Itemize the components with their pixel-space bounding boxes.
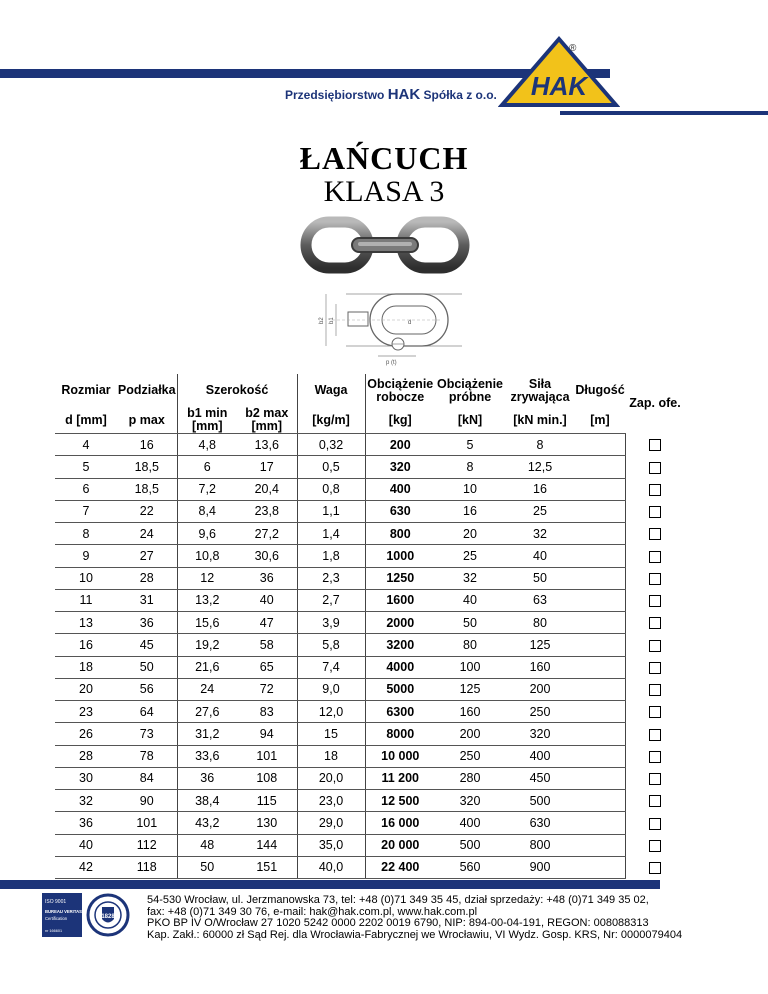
table-cell <box>575 745 625 767</box>
table-cell: 9,6 <box>177 523 237 545</box>
table-cell: 23 <box>55 701 117 723</box>
table-cell: 144 <box>237 834 297 856</box>
table-row <box>55 567 685 589</box>
table-cell: 22 <box>117 500 177 522</box>
table-row <box>55 701 685 723</box>
order-cell <box>625 856 685 878</box>
table-cell: 16 <box>55 634 117 656</box>
table-cell: 800 <box>505 834 575 856</box>
table-cell: 29,0 <box>297 812 365 834</box>
order-checkbox[interactable] <box>649 662 661 674</box>
table-cell <box>575 634 625 656</box>
table-cell: 2,7 <box>297 589 365 611</box>
order-cell <box>625 456 685 478</box>
table-cell: 50 <box>117 656 177 678</box>
table-cell: 8,4 <box>177 500 237 522</box>
order-checkbox[interactable] <box>649 729 661 741</box>
table-cell: 36 <box>117 612 177 634</box>
order-checkbox[interactable] <box>649 684 661 696</box>
order-checkbox[interactable] <box>649 528 661 540</box>
table-cell: 33,6 <box>177 745 237 767</box>
diagram-label-p: p (t) <box>386 360 397 366</box>
table-cell: 160 <box>435 701 505 723</box>
order-cell <box>625 834 685 856</box>
order-checkbox[interactable] <box>649 795 661 807</box>
company-brand: HAK <box>387 86 421 103</box>
table-cell: 8 <box>505 434 575 456</box>
table-cell: 630 <box>505 812 575 834</box>
svg-text:1828: 1828 <box>101 914 115 920</box>
col-header: [kN min.] <box>505 407 575 434</box>
table-cell <box>575 678 625 700</box>
table-cell: 4000 <box>365 656 435 678</box>
table-cell: 40 <box>505 545 575 567</box>
order-checkbox[interactable] <box>649 706 661 718</box>
table-cell: 10 <box>435 478 505 500</box>
table-cell: 101 <box>237 745 297 767</box>
table-cell: 400 <box>505 745 575 767</box>
table-cell: 200 <box>505 678 575 700</box>
table-cell <box>575 790 625 812</box>
bureau-veritas-certificate <box>42 893 138 937</box>
col-header: b1 min [mm] <box>177 407 237 434</box>
col-header: b2 max [mm] <box>237 407 297 434</box>
page-title: ŁAŃCUCH <box>299 140 469 176</box>
order-cell <box>625 723 685 745</box>
table-cell: 16 000 <box>365 812 435 834</box>
order-cell <box>625 500 685 522</box>
table-cell: 1000 <box>365 545 435 567</box>
address-line: PKO BP IV O/Wrocław 27 1020 5242 0000 2202 0019 6790, NIP: 894-00-04-191, REGON: 008088313 <box>147 917 649 930</box>
table-cell: 151 <box>237 856 297 878</box>
order-cell <box>625 678 685 700</box>
table-cell <box>575 523 625 545</box>
table-cell: 10 <box>55 567 117 589</box>
table-cell: 3200 <box>365 634 435 656</box>
table-cell: 9 <box>55 545 117 567</box>
table-cell: 28 <box>55 745 117 767</box>
table-cell: 5,8 <box>297 634 365 656</box>
table-row <box>55 478 685 500</box>
table-cell: 108 <box>237 767 297 789</box>
table-cell: 23,0 <box>297 790 365 812</box>
table-cell <box>575 434 625 456</box>
company-prefix: Przedsiębiorstwo <box>285 88 385 102</box>
table-row <box>55 523 685 545</box>
table-cell: 10,8 <box>177 545 237 567</box>
order-cell <box>625 634 685 656</box>
table-cell: 27 <box>117 545 177 567</box>
table-cell: 43,2 <box>177 812 237 834</box>
table-cell <box>575 767 625 789</box>
order-cell <box>625 545 685 567</box>
registered-mark: ® <box>569 43 577 54</box>
table-cell: 13,6 <box>237 434 297 456</box>
table-row <box>55 634 685 656</box>
table-cell: 47 <box>237 612 297 634</box>
table-cell: 16 <box>505 478 575 500</box>
table-cell: 450 <box>505 767 575 789</box>
table-cell: 8000 <box>365 723 435 745</box>
table-cell: 50 <box>177 856 237 878</box>
table-cell: 50 <box>505 567 575 589</box>
table-cell: 5 <box>435 434 505 456</box>
order-checkbox[interactable] <box>649 640 661 652</box>
table-cell <box>575 834 625 856</box>
table-cell: 73 <box>117 723 177 745</box>
order-cell <box>625 567 685 589</box>
table-cell: 1600 <box>365 589 435 611</box>
table-cell: 17 <box>237 456 297 478</box>
table-cell: 7,2 <box>177 478 237 500</box>
order-cell <box>625 656 685 678</box>
table-cell: 7,4 <box>297 656 365 678</box>
table-cell: 15,6 <box>177 612 237 634</box>
dimension-diagram <box>312 288 462 372</box>
table-cell: 11 200 <box>365 767 435 789</box>
table-row <box>55 856 685 878</box>
table-cell <box>575 701 625 723</box>
table-cell: 800 <box>365 523 435 545</box>
table-cell: 56 <box>117 678 177 700</box>
order-checkbox[interactable] <box>649 818 661 830</box>
table-cell: 250 <box>435 745 505 767</box>
order-checkbox[interactable] <box>649 840 661 852</box>
table-cell: 32 <box>55 790 117 812</box>
order-checkbox[interactable] <box>649 462 661 474</box>
table-cell: 500 <box>435 834 505 856</box>
table-cell <box>575 456 625 478</box>
table-cell: 9,0 <box>297 678 365 700</box>
table-cell: 16 <box>435 500 505 522</box>
table-cell: 23,8 <box>237 500 297 522</box>
table-cell: 72 <box>237 678 297 700</box>
cert-no: nr 166601 <box>45 929 63 933</box>
table-cell: 0,32 <box>297 434 365 456</box>
order-checkbox[interactable] <box>649 506 661 518</box>
table-cell <box>575 589 625 611</box>
order-cell <box>625 589 685 611</box>
table-cell <box>575 545 625 567</box>
table-cell: 22 400 <box>365 856 435 878</box>
table-cell: 83 <box>237 701 297 723</box>
cert-sub: Certification <box>45 916 68 921</box>
order-cell <box>625 701 685 723</box>
table-cell: 30,6 <box>237 545 297 567</box>
table-cell: 4,8 <box>177 434 237 456</box>
table-cell: 200 <box>365 434 435 456</box>
address-line: Kap. Zakł.: 60000 zł Sąd Rej. dla Wrocławia-Fabrycznej we Wrocławiu, VI Wydz. Gosp. KRS, Nr: 0000079404 <box>147 928 683 941</box>
table-cell <box>575 612 625 634</box>
table-cell: 36 <box>237 567 297 589</box>
table-cell: 18 <box>297 745 365 767</box>
col-header: [kN] <box>435 407 505 434</box>
table-cell: 6 <box>55 478 117 500</box>
table-cell: 400 <box>435 812 505 834</box>
footer-bar <box>0 880 660 889</box>
table-cell: 18,5 <box>117 456 177 478</box>
table-cell: 115 <box>237 790 297 812</box>
table-cell: 12,0 <box>297 701 365 723</box>
col-header: Obciążenie robocze <box>365 374 435 407</box>
address-line: 54-530 Wrocław, ul. Jerzmanowska 73, tel: +48 (0)71 349 35 45, dział sprzedaży: +48 (0)71 349 35 02, <box>147 894 649 906</box>
table-cell: 0,5 <box>297 456 365 478</box>
table-cell: 200 <box>435 723 505 745</box>
col-header: [kg/m] <box>297 407 365 434</box>
table-cell: 2,3 <box>297 567 365 589</box>
table-cell: 84 <box>117 767 177 789</box>
order-checkbox[interactable] <box>649 551 661 563</box>
table-row <box>55 500 685 522</box>
table-cell: 280 <box>435 767 505 789</box>
table-cell: 130 <box>237 812 297 834</box>
col-header: Rozmiar <box>61 383 111 397</box>
order-checkbox[interactable] <box>649 573 661 585</box>
diagram-label-b2: b2 <box>319 317 325 324</box>
table-cell: 20 <box>55 678 117 700</box>
table-cell: 125 <box>435 678 505 700</box>
logo-text: HAK <box>530 71 588 101</box>
chain-photo <box>300 214 470 276</box>
table-cell: 5 <box>55 456 117 478</box>
table-cell: 125 <box>505 634 575 656</box>
col-header: Waga <box>297 374 365 407</box>
table-row <box>55 745 685 767</box>
address-line: fax: +48 (0)71 349 30 76, e-mail: hak@hak.com.pl, www.hak.com.pl <box>147 905 478 918</box>
table-cell: 25 <box>505 500 575 522</box>
order-checkbox[interactable] <box>649 862 661 874</box>
table-cell: 32 <box>435 567 505 589</box>
table-cell: 48 <box>177 834 237 856</box>
order-cell <box>625 478 685 500</box>
table-cell: 50 <box>435 612 505 634</box>
table-row <box>55 589 685 611</box>
table-cell: 160 <box>505 656 575 678</box>
order-checkbox[interactable] <box>649 439 661 451</box>
table-cell: 12,5 <box>505 456 575 478</box>
order-checkbox[interactable] <box>649 751 661 763</box>
table-cell: 5000 <box>365 678 435 700</box>
table-cell: 12 500 <box>365 790 435 812</box>
col-header: d [mm] <box>55 407 117 434</box>
table-cell <box>575 723 625 745</box>
col-header: [m] <box>575 407 625 434</box>
table-cell: 20 <box>435 523 505 545</box>
col-header: Szerokość <box>177 374 297 407</box>
table-cell: 13,2 <box>177 589 237 611</box>
order-cell <box>625 523 685 545</box>
table-cell: 1,8 <box>297 545 365 567</box>
table-cell: 18,5 <box>117 478 177 500</box>
col-header: Siła zrywająca <box>510 376 570 404</box>
table-row <box>55 545 685 567</box>
table-cell: 1250 <box>365 567 435 589</box>
col-header: Zap. ofe. <box>629 396 681 411</box>
table-cell: 8 <box>55 523 117 545</box>
chain-spec-table <box>55 374 685 879</box>
table-row <box>55 678 685 700</box>
table-cell: 28 <box>117 567 177 589</box>
order-cell <box>625 790 685 812</box>
table-cell: 118 <box>117 856 177 878</box>
header-right-line <box>560 111 768 115</box>
table-cell: 19,2 <box>177 634 237 656</box>
table-cell: 8 <box>435 456 505 478</box>
table-cell: 6300 <box>365 701 435 723</box>
table-row <box>55 790 685 812</box>
table-cell: 64 <box>117 701 177 723</box>
table-cell: 20,0 <box>297 767 365 789</box>
order-cell <box>625 812 685 834</box>
table-cell: 320 <box>435 790 505 812</box>
table-cell: 4 <box>55 434 117 456</box>
table-row <box>55 723 685 745</box>
table-cell <box>575 856 625 878</box>
table-cell: 18 <box>55 656 117 678</box>
table-cell: 26 <box>55 723 117 745</box>
table-cell: 24 <box>117 523 177 545</box>
table-cell <box>575 478 625 500</box>
table-cell: 15 <box>297 723 365 745</box>
table-header-row <box>55 407 685 434</box>
table-cell: 13 <box>55 612 117 634</box>
col-header: [kg] <box>365 407 435 434</box>
diagram-label-b1: b1 <box>329 317 335 324</box>
table-cell: 36 <box>177 767 237 789</box>
table-row <box>55 456 685 478</box>
table-cell <box>575 656 625 678</box>
order-checkbox[interactable] <box>649 773 661 785</box>
table-cell: 80 <box>505 612 575 634</box>
table-cell: 10 000 <box>365 745 435 767</box>
company-suffix: Spółka z o.o. <box>423 88 497 102</box>
table-cell <box>575 500 625 522</box>
table-cell: 11 <box>55 589 117 611</box>
order-cell <box>625 612 685 634</box>
table-row <box>55 434 685 456</box>
diagram-label-d: d <box>408 320 412 326</box>
table-cell: 20 000 <box>365 834 435 856</box>
table-cell: 400 <box>365 478 435 500</box>
table-cell: 630 <box>365 500 435 522</box>
table-cell: 90 <box>117 790 177 812</box>
table-cell: 560 <box>435 856 505 878</box>
table-row <box>55 812 685 834</box>
table-cell: 58 <box>237 634 297 656</box>
table-cell: 40 <box>237 589 297 611</box>
table-cell: 31,2 <box>177 723 237 745</box>
table-cell: 45 <box>117 634 177 656</box>
table-cell <box>575 812 625 834</box>
order-checkbox[interactable] <box>649 484 661 496</box>
table-cell: 250 <box>505 701 575 723</box>
order-checkbox[interactable] <box>649 595 661 607</box>
table-cell: 3,9 <box>297 612 365 634</box>
table-cell: 24 <box>177 678 237 700</box>
table-cell: 65 <box>237 656 297 678</box>
cert-iso: ISO 9001 <box>45 899 67 905</box>
table-cell: 21,6 <box>177 656 237 678</box>
table-cell: 35,0 <box>297 834 365 856</box>
cert-name: BUREAU VERITAS <box>45 909 82 914</box>
col-header: Obciążenie próbne <box>437 376 503 404</box>
table-row <box>55 656 685 678</box>
table-body <box>55 434 685 879</box>
table-cell: 7 <box>55 500 117 522</box>
col-header: p max <box>117 407 177 434</box>
table-cell: 6 <box>177 456 237 478</box>
table-cell <box>575 567 625 589</box>
table-cell: 12 <box>177 567 237 589</box>
order-checkbox[interactable] <box>649 617 661 629</box>
table-cell: 2000 <box>365 612 435 634</box>
table-cell: 30 <box>55 767 117 789</box>
table-cell: 25 <box>435 545 505 567</box>
order-cell <box>625 745 685 767</box>
order-cell <box>625 434 685 456</box>
table-cell: 94 <box>237 723 297 745</box>
table-header-row <box>55 374 685 407</box>
table-row <box>55 767 685 789</box>
table-cell: 16 <box>117 434 177 456</box>
table-cell: 40 <box>55 834 117 856</box>
table-cell: 36 <box>55 812 117 834</box>
table-cell: 27,6 <box>177 701 237 723</box>
table-cell: 40,0 <box>297 856 365 878</box>
order-cell <box>625 767 685 789</box>
table-cell: 320 <box>365 456 435 478</box>
table-cell: 20,4 <box>237 478 297 500</box>
table-cell: 63 <box>505 589 575 611</box>
table-cell: 32 <box>505 523 575 545</box>
col-header: Podziałka <box>117 383 176 397</box>
footer-address <box>147 895 682 941</box>
table-cell: 42 <box>55 856 117 878</box>
table-cell: 78 <box>117 745 177 767</box>
table-cell: 320 <box>505 723 575 745</box>
table-row <box>55 612 685 634</box>
table-cell: 900 <box>505 856 575 878</box>
table-cell: 0,8 <box>297 478 365 500</box>
table-cell: 1,1 <box>297 500 365 522</box>
page-subtitle: KLASA 3 <box>323 175 445 208</box>
table-cell: 1,4 <box>297 523 365 545</box>
hak-logo <box>498 35 620 107</box>
table-cell: 500 <box>505 790 575 812</box>
table-cell: 40 <box>435 589 505 611</box>
table-cell: 101 <box>117 812 177 834</box>
table-cell: 80 <box>435 634 505 656</box>
table-cell: 100 <box>435 656 505 678</box>
company-name <box>285 86 497 103</box>
table-cell: 38,4 <box>177 790 237 812</box>
col-header: Długość <box>575 383 625 397</box>
table-cell: 112 <box>117 834 177 856</box>
table-cell: 31 <box>117 589 177 611</box>
table-row <box>55 834 685 856</box>
table-cell: 27,2 <box>237 523 297 545</box>
